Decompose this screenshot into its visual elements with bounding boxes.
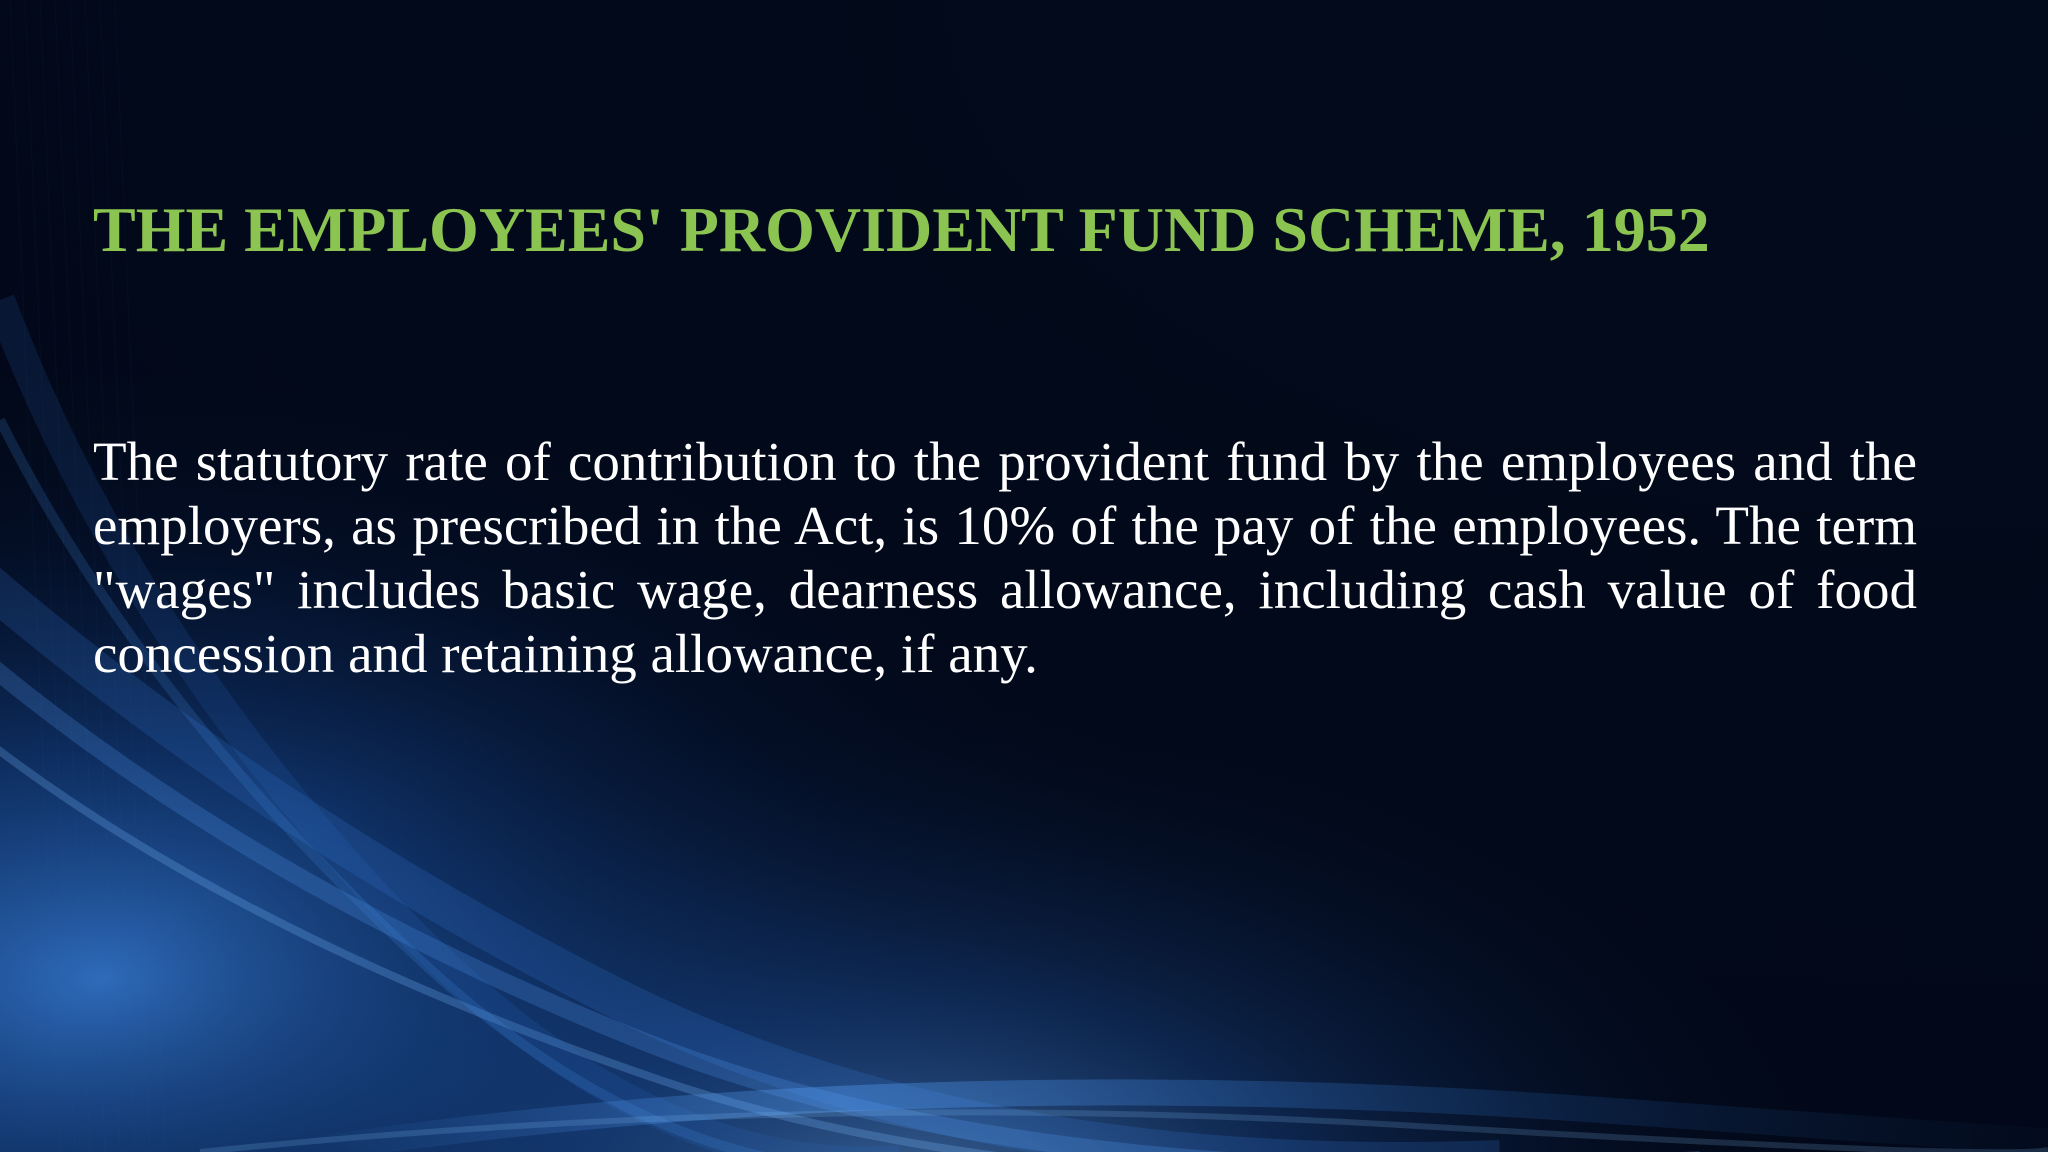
slide-body-text: The statutory rate of contribution to the provident fund by the employees and the employers, as prescribed in the Act, is 10% of the pay of the employees. The term "wages" includes basic wage, dearness allowance, including cash value of food concession and retaining allowance, if any. — [93, 431, 1917, 684]
slide-title: THE EMPLOYEES' PROVIDENT FUND SCHEME, 1952 — [93, 194, 1710, 265]
